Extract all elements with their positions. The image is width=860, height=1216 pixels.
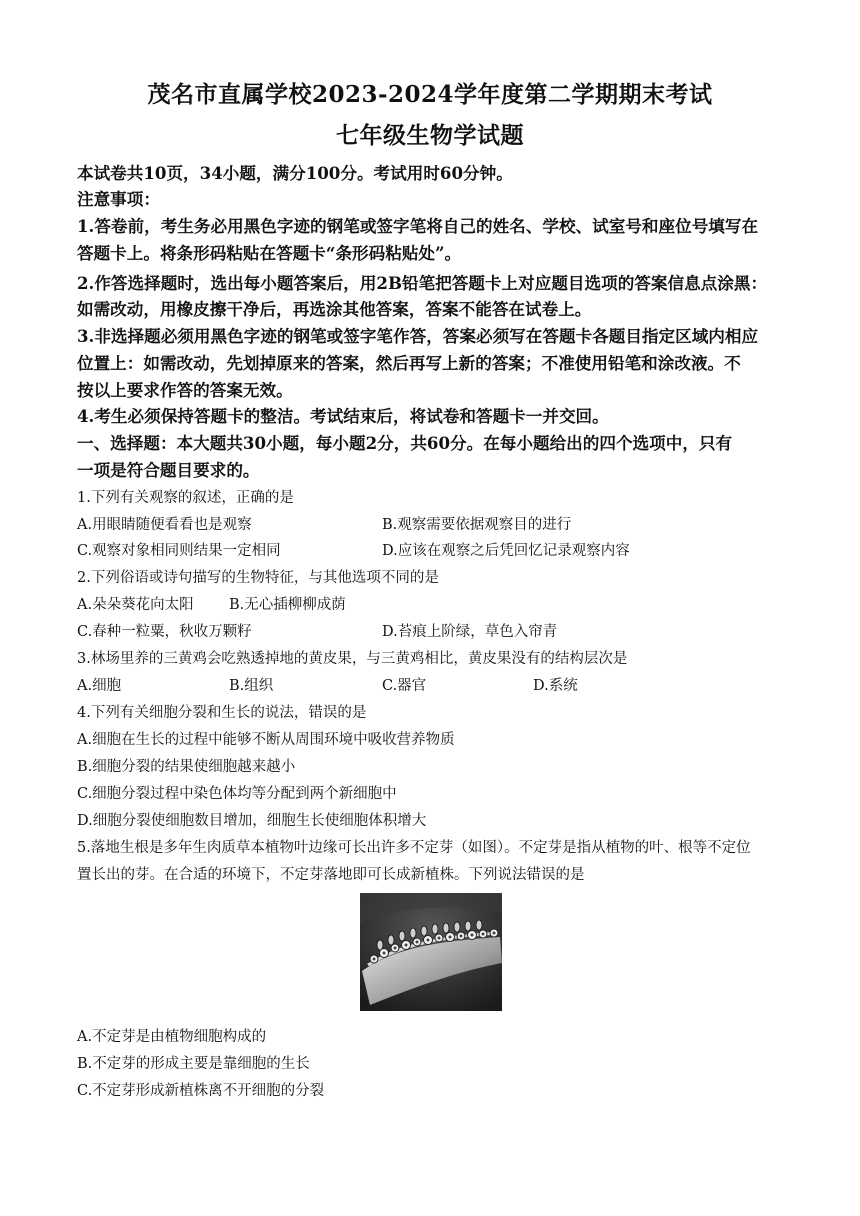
option-b: B.不定芽的形成主要是靠细胞的生长 [77, 1056, 310, 1072]
option-a: A.不定芽是由植物细胞构成的 [77, 1029, 267, 1045]
option-c: C.春种一粒粟，秋收万颗籽 [77, 624, 252, 640]
exam-intro: 本试卷共10页，34小题，满分100分。考试用时60分钟。 [77, 163, 513, 183]
notice-line: 1.答卷前，考生务必用黑色字迹的钢笔或签字笔将自己的姓名、学校、试室号和座位号填写在 [77, 216, 759, 236]
option-b: B.组织 [229, 678, 274, 694]
notice-line: 2.作答选择题时，选出每小题答案后，用2B铅笔把答题卡上对应题目选项的答案信息点涂黑： [77, 273, 768, 293]
question-stem: 2.下列俗语或诗句描写的生物特征，与其他选项不同的是 [77, 570, 439, 586]
notice-line: 如需改动，用橡皮擦干净后，再选涂其他答案，答案不能答在试卷上。 [77, 299, 592, 319]
exam-subtitle: 七年级生物学试题 [336, 122, 524, 149]
option-b: B.无心插柳柳成荫 [229, 597, 346, 613]
notice-line: 位置上：如需改动，先划掉原来的答案，然后再写上新的答案；不准使用铅笔和涂改液。不 [77, 353, 741, 373]
notice-line: 3.非选择题必须用黑色字迹的钢笔或签字笔作答，答案必须写在答题卡各题目指定区域内相应 [77, 326, 759, 346]
section-heading: 一项是符合题目要求的。 [77, 460, 260, 480]
notice-heading: 注意事项： [77, 189, 160, 209]
section-heading: 一、选择题：本大题共30小题，每小题2分，共60分。在每小题给出的四个选项中，只有 [77, 433, 733, 453]
option-a: A.细胞 [77, 678, 122, 694]
option-c: C.观察对象相同则结果一定相同 [77, 543, 281, 559]
notice-line: 4.考生必须保持答题卡的整洁。考试结束后，将试卷和答题卡一并交回。 [77, 406, 609, 426]
option-c: C.器官 [382, 678, 427, 694]
leaf-with-plantlets-image [360, 893, 502, 1011]
option-b: B.观察需要依据观察目的进行 [382, 517, 572, 533]
question-stem: 1.下列有关观察的叙述，正确的是 [77, 490, 294, 506]
question-stem: 4.下列有关细胞分裂和生长的说法，错误的是 [77, 705, 367, 721]
option-a: A.细胞在生长的过程中能够不断从周围环境中吸收营养物质 [77, 732, 455, 748]
exam-title: 茂名市直属学校2023-2024学年度第二学期期末考试 [147, 81, 713, 108]
option-a: A.用眼睛随便看看也是观察 [77, 517, 252, 533]
question-stem: 3.林场里养的三黄鸡会吃熟透掉地的黄皮果，与三黄鸡相比，黄皮果没有的结构层次是 [77, 651, 628, 667]
option-d: D.苔痕上阶绿，草色入帘青 [382, 624, 558, 640]
notice-line: 答题卡上。将条形码粘贴在答题卡“条形码粘贴处”。 [77, 243, 462, 263]
option-b: B.细胞分裂的结果使细胞越来越小 [77, 759, 296, 775]
option-a: A.朵朵葵花向太阳 [77, 597, 194, 613]
question-stem: 5.落地生根是多年生肉质草本植物叶边缘可长出许多不定芽（如图）。不定芽是指从植物的叶、根等不定位 [77, 840, 751, 856]
option-c: C.细胞分裂过程中染色体均等分配到两个新细胞中 [77, 786, 397, 802]
option-c: C.不定芽形成新植株离不开细胞的分裂 [77, 1083, 325, 1099]
option-d: D.应该在观察之后凭回忆记录观察内容 [382, 543, 630, 559]
notice-line: 按以上要求作答的答案无效。 [77, 380, 293, 400]
kalanchoe-leaf-photo [360, 893, 502, 1011]
option-d: D.细胞分裂使细胞数目增加，细胞生长使细胞体积增大 [77, 813, 427, 829]
question-stem: 置长出的芽。在合适的环境下，不定芽落地即可长成新植株。下列说法错误的是 [77, 867, 585, 883]
option-d: D.系统 [533, 678, 578, 694]
